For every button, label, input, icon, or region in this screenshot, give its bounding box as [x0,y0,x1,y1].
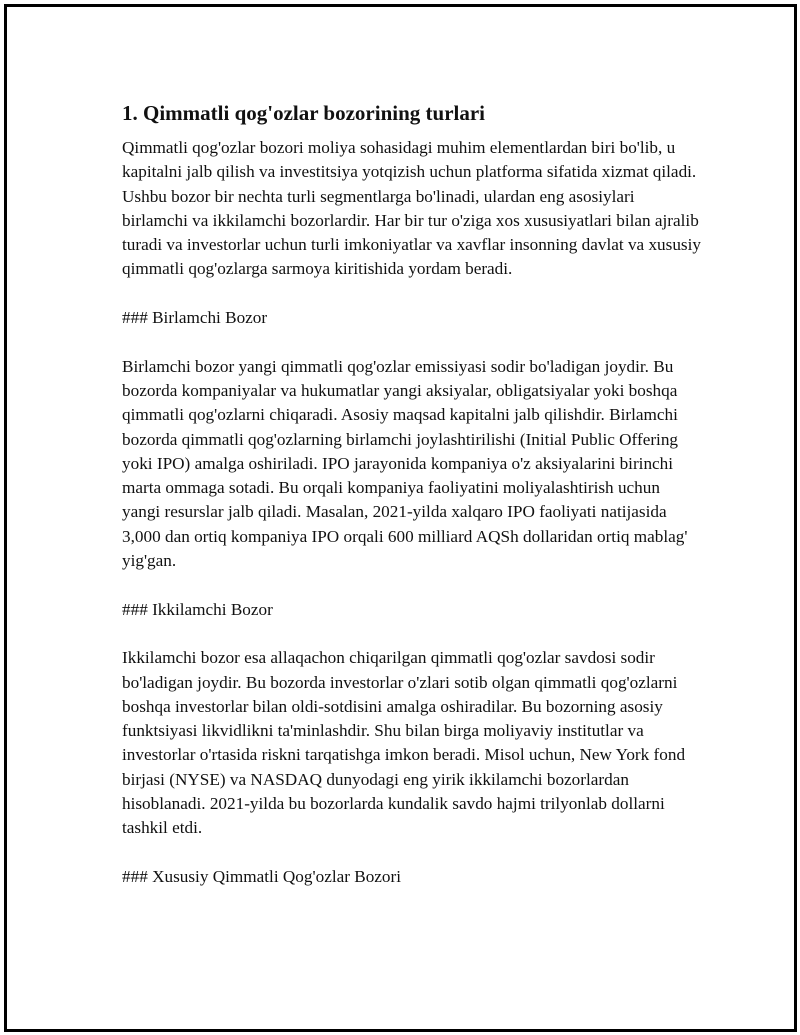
document-body [122,100,702,914]
page-frame [4,4,797,1032]
section-heading-xususiy: ### Xususiy Qimmatli Qog'ozlar Bozori [122,866,402,886]
section-body-birlamchi: Birlamchi bozor yangi qimmatli qog'ozlar emissiyasi sodir bo'ladigan joydir. Bu bozorda kompaniyalar va hukumatlar yangi aksiyalar, obligatsiyalar yoki boshqa qimmatli qog'ozlarni chiqaradi. Asosiy maqsad kapitalni jalb qilishdir. Birlamchi bozorda qimmatli qog'ozlarning birlamchi joylashtirilishi (Initial Public Offering yoki IPO) amalga oshiriladi. IPO jarayonida kompaniya o'z aksiyalarini birinchi marta ommaga sotadi. Bu orqali kompaniya faoliyatini moliyalashtirish uchun yangi resurslar jalb qiladi. Masalan, 2021-yilda xalqaro IPO faoliyati natijasida 3,000 dan ortiq kompaniya IPO orqali 600 milliard AQSh dollaridan ortiq mablag' yig'gan. [122,356,688,571]
document-title: 1. Qimmatli qog'ozlar bozorining turlari [122,101,486,125]
intro-paragraph: Qimmatli qog'ozlar bozori moliya sohasidagi muhim elementlardan biri bo'lib, u kapitalni jalb qilish va investitsiya yotqizish uchun platforma sifatida xizmat qiladi. Ushbu bozor bir nechta turli segmentlarga bo'linadi, ulardan eng asosiylari birlamchi va ikkilamchi bozorlardir. Har bir tur o'ziga xos xususiyatlari bilan ajralib turadi va investorlar uchun turli imkoniyatlar va xavflar insonning davlat va xususiy qimmatli qog'ozlarga sarmoya kiritishida yordam beradi. [122,138,701,279]
section-heading-birlamchi: ### Birlamchi Bozor [122,308,268,328]
section-heading-ikkilamchi: ### Ikkilamchi Bozor [122,599,273,619]
section-body-ikkilamchi: Ikkilamchi bozor esa allaqachon chiqarilgan qimmatli qog'ozlar savdosi sodir bo'ladigan joydir. Bu bozorda investorlar o'zlari sotib olgan qimmatli qog'ozlarni boshqa investorlar bilan oldi-sotdisini amalga oshiradilar. Bu bozorning asosiy funktsiyasi likvidlikni ta'minlashdir. Shu bilan birga moliyaviy institutlar va investorlar o'rtasida riskni tarqatishga imkon beradi. Misol uchun, New York fond birjasi (NYSE) va NASDAQ dunyodagi eng yirik ikkilamchi bozorlardan hisoblanadi. 2021-yilda bu bozorlarda kundalik savdo hajmi trilyonlab dollarni tashkil etdi. [122,648,686,838]
